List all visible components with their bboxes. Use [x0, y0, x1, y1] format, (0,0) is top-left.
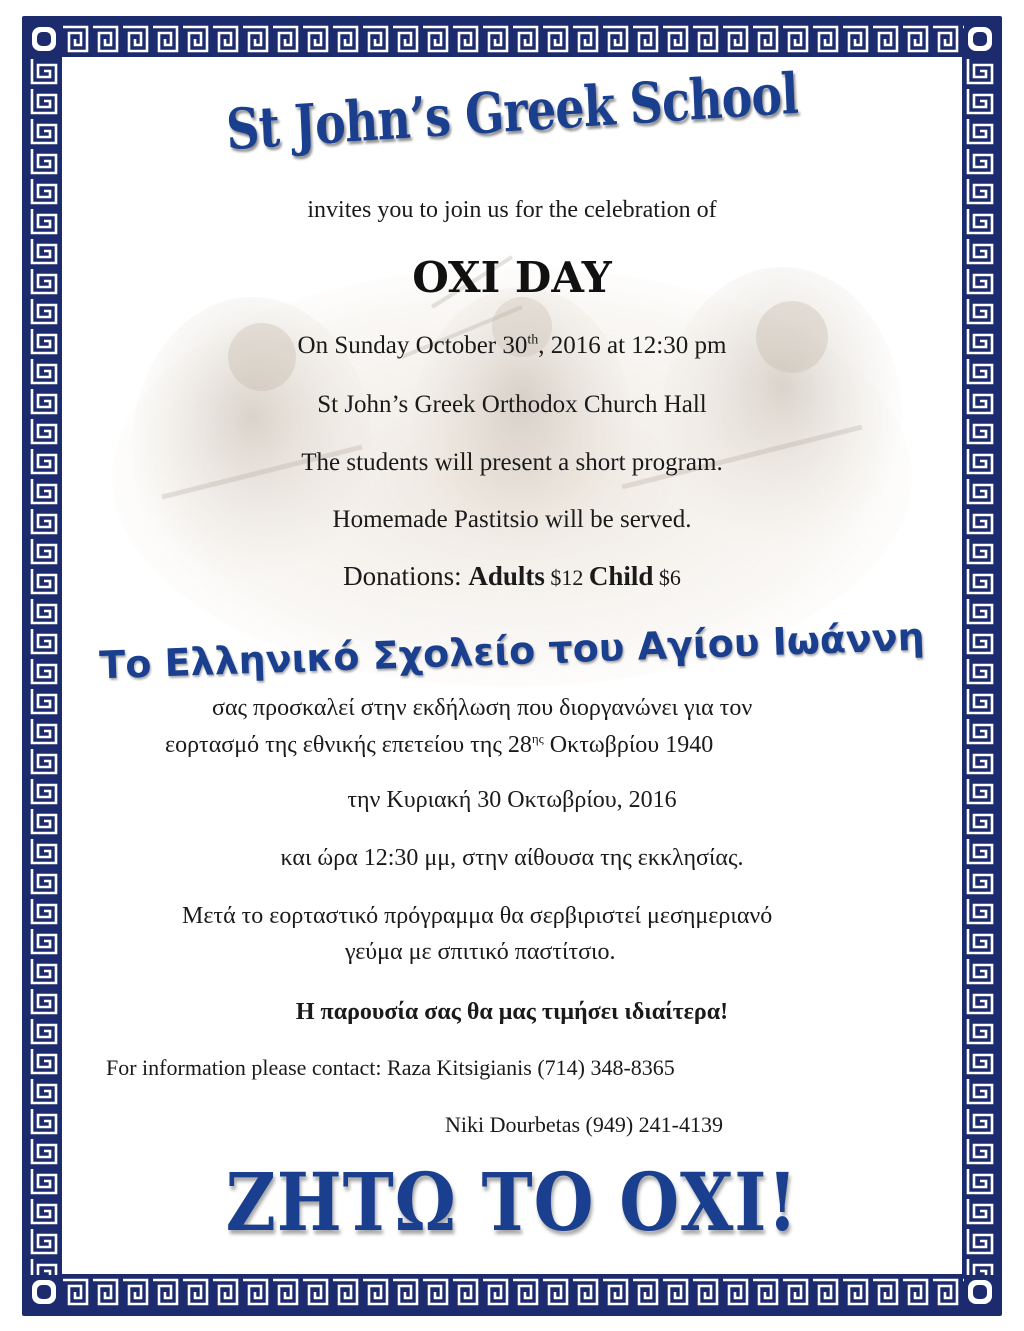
child-label: Child [588, 561, 654, 591]
greek-invite-line-2 [165, 731, 713, 759]
corner-ornament-top-left [27, 22, 61, 56]
footer-slogan: ΖΗΤΩ ΤΟ ΟΧΙ! [225, 1155, 799, 1249]
donations-label: Donations: [343, 561, 469, 591]
adults-label: Adults [468, 561, 545, 591]
invite-line: invites you to join us for the celebration of [307, 197, 717, 223]
greek-key-strip-top [60, 22, 964, 56]
greek-line-2-ordinal: ης [531, 731, 544, 746]
child-price: $6 [653, 565, 681, 590]
school-name-title: St John’s Greek School [224, 60, 800, 164]
greek-key-strip-bottom [60, 1275, 964, 1309]
greek-date-line: την Κυριακή 30 Οκτωβρίου, 2016 [347, 787, 677, 813]
event-name: OXI DAY [412, 253, 612, 302]
greek-key-strip-left [27, 56, 61, 1275]
date-suffix-ordinal: th [527, 332, 539, 348]
greek-school-title: Το Ελληνικό Σχολείο του Αγίου Ιωάννη [98, 614, 926, 688]
corner-ornament-bottom-right [963, 1275, 997, 1309]
greek-closing-line: Η παρουσία σας θα μας τιμήσει ιδιαίτερα! [295, 999, 729, 1025]
date-suffix: , 2016 at 12:30 pm [538, 332, 727, 359]
program-note: The students will present a short program. [301, 449, 723, 476]
greek-invite-line-1: σας προσκαλεί στην εκδήλωση που διοργανώνει για τον [212, 695, 753, 721]
food-note: Homemade Pastitsio will be served. [332, 506, 692, 533]
corner-ornament-top-right [963, 22, 997, 56]
greek-line-2-prefix: εορτασμό της εθνικής επετείου της 28 [165, 732, 532, 758]
date-prefix: On Sunday October 30 [297, 332, 528, 359]
contact-line-1: For information please contact: Raza Kitsigianis (714) 348-8365 [106, 1055, 675, 1080]
greek-food-line-2: γεύμα με σπιτικό παστίτσιο. [345, 939, 616, 965]
greek-food-line-1: Μετά το εορταστικό πρόγραμμα θα σερβιριστεί μεσημεριανό [182, 903, 773, 929]
event-venue: St John’s Greek Orthodox Church Hall [317, 391, 707, 418]
greek-line-2-suffix: Οκτωβρίου 1940 [543, 732, 714, 758]
event-date [62, 332, 962, 360]
corner-ornament-bottom-left [27, 1275, 61, 1309]
contact-line-2: Niki Dourbetas (949) 241-4139 [445, 1112, 724, 1137]
flyer-content [62, 57, 962, 1274]
donations-line [62, 561, 962, 592]
greek-time-venue-line: και ώρα 12:30 μμ, στην αίθουσα της εκκλησίας. [280, 845, 744, 871]
adults-price: $12 [544, 565, 589, 590]
greek-key-strip-right [963, 56, 997, 1275]
